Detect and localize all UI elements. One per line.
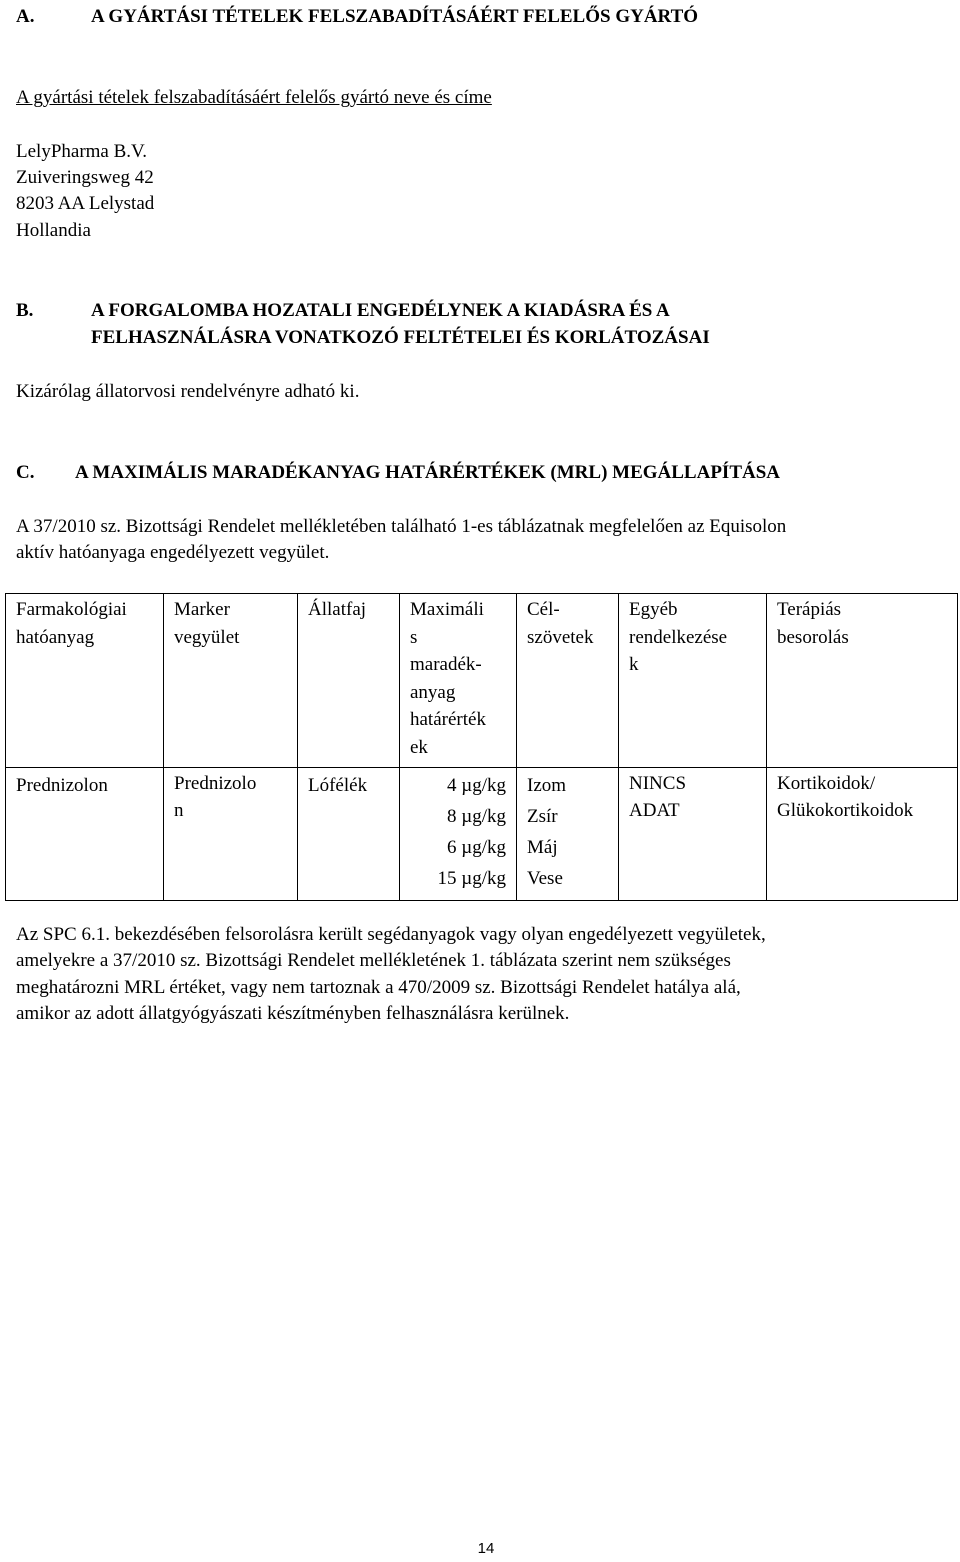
footer-paragraph-line-3: meghatározni MRL értéket, vagy nem tartoznak a 470/2009 sz. Bizottsági Rendelet hatálya alá,	[16, 977, 741, 998]
section-c-letter: C.	[16, 462, 35, 483]
header-therapeutic-classification: Terápiás besorolás	[767, 594, 958, 768]
address-line-3: 8203 AA Lelystad	[16, 193, 155, 214]
cell-marker: Prednizolo n	[164, 768, 298, 901]
header-max-residue-limit: Maximáli s maradék- anyag határérték ek	[400, 594, 517, 768]
header-marker-compound: Marker vegyület	[164, 594, 298, 768]
header-other-provisions: Egyéb rendelkezése k	[619, 594, 767, 768]
section-b-letter: B.	[16, 300, 34, 321]
address-line-4: Hollandia	[16, 220, 91, 241]
section-a-title: A GYÁRTÁSI TÉTELEK FELSZABADÍTÁSÁÉRT FELELŐS GYÁRTÓ	[91, 6, 699, 27]
footer-paragraph-line-4: amikor az adott állatgyógyászati készítményben felhasználásra kerülnek.	[16, 1003, 570, 1024]
table-row	[6, 768, 958, 901]
page-number: 14	[477, 1540, 495, 1557]
address-line-2: Zuiveringsweg 42	[16, 167, 154, 188]
cell-therapeutic-classification: Kortikoidok/ Glükokortikoidok	[767, 768, 958, 901]
header-animal-species: Állatfaj	[298, 594, 400, 768]
cell-tissues: Izom Zsír Máj Vese	[517, 768, 619, 901]
cell-species: Lófélék	[298, 768, 400, 901]
address-line-1: LelyPharma B.V.	[16, 141, 148, 162]
section-a-letter: A.	[16, 6, 35, 27]
manufacturer-subheading: A gyártási tételek felszabadításáért felelős gyártó neve és címe	[16, 87, 492, 108]
header-pharmacological-substance: Farmakológiai hatóanyag	[6, 594, 164, 768]
section-b-title-line-1: A FORGALOMBA HOZATALI ENGEDÉLYNEK A KIADÁSRA ÉS A	[91, 300, 670, 321]
footer-paragraph-line-2: amelyekre a 37/2010 sz. Bizottsági Rendelet mellékletének 1. táblázata szerint nem szükséges	[16, 950, 731, 971]
section-c-intro-line-2: aktív hatóanyaga engedélyezett vegyület.	[16, 542, 330, 563]
prescription-text: Kizárólag állatorvosi rendelvényre adható ki.	[16, 381, 360, 402]
header-target-tissues: Cél- szövetek	[517, 594, 619, 768]
cell-mrl-values: 4 µg/kg 8 µg/kg 6 µg/kg 15 µg/kg	[400, 768, 517, 901]
section-c-title: A MAXIMÁLIS MARADÉKANYAG HATÁRÉRTÉKEK (MRL) MEGÁLLAPÍTÁSA	[75, 462, 781, 483]
section-c-intro-line-1: A 37/2010 sz. Bizottsági Rendelet mellékletében található 1-es táblázatnak megfelelően az Equisolon	[16, 516, 787, 537]
cell-other-provisions: NINCS ADAT	[619, 768, 767, 901]
mrl-table	[5, 593, 958, 901]
cell-substance: Prednizolon	[6, 768, 164, 901]
section-b-title-line-2: FELHASZNÁLÁSRA VONATKOZÓ FELTÉTELEI ÉS KORLÁTOZÁSAI	[91, 327, 710, 348]
footer-paragraph-line-1: Az SPC 6.1. bekezdésében felsorolásra került segédanyagok vagy olyan engedélyezett vegyületek,	[16, 924, 766, 945]
table-header-row	[6, 594, 958, 768]
